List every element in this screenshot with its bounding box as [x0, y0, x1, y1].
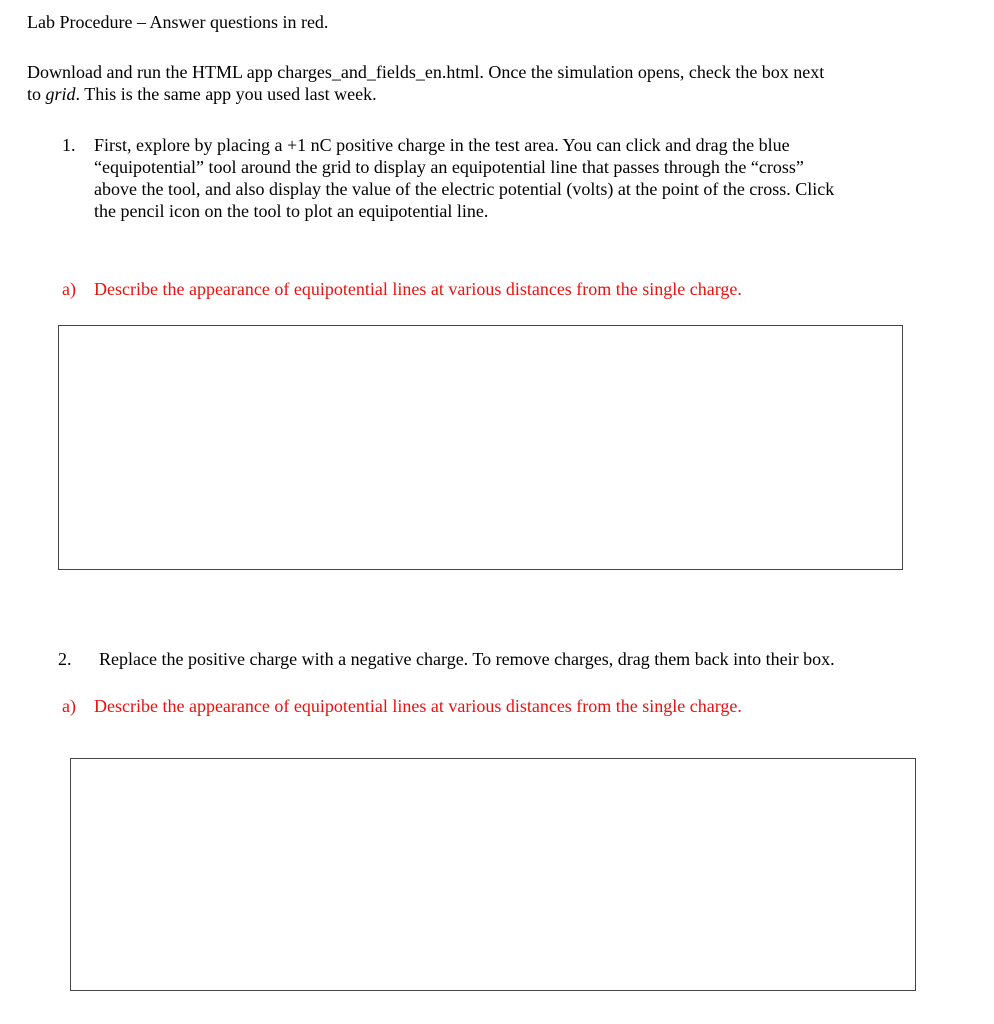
answer-box-2a[interactable] [70, 758, 916, 991]
page-title: Lab Procedure – Answer questions in red. [27, 12, 329, 32]
question-1-number: 1. [62, 135, 76, 155]
question-2-number: 2. [58, 649, 72, 669]
question-1-line: above the tool, and also display the value of the electric potential (volts) at the point of the cross. Click [94, 179, 835, 199]
question-1a-label: a) [62, 279, 76, 299]
question-1-line: the pencil icon on the tool to plot an equipotential line. [94, 201, 489, 221]
question-2a-label: a) [62, 696, 76, 716]
question-1a-text: Describe the appearance of equipotential lines at various distances from the single charge. [94, 279, 742, 299]
question-1-text [94, 134, 974, 222]
answer-box-1a[interactable] [58, 325, 903, 570]
intro-line-2 [27, 83, 977, 105]
intro-paragraph [27, 61, 977, 105]
question-1-line: First, explore by placing a +1 nC positive charge in the test area. You can click and drag the blue [94, 135, 790, 155]
grid-word: grid [45, 84, 76, 104]
question-2a-text: Describe the appearance of equipotential lines at various distances from the single charge. [94, 696, 742, 716]
intro-line-1: Download and run the HTML app charges_and_fields_en.html. Once the simulation opens, check the box next [27, 62, 825, 82]
question-1-line: “equipotential” tool around the grid to display an equipotential line that passes through the “cross” [94, 157, 804, 177]
intro-line-2-end: . This is the same app you used last week. [75, 84, 377, 104]
intro-line-2-start: to [27, 84, 46, 104]
question-2-text: Replace the positive charge with a negative charge. To remove charges, drag them back into their box. [99, 649, 835, 669]
